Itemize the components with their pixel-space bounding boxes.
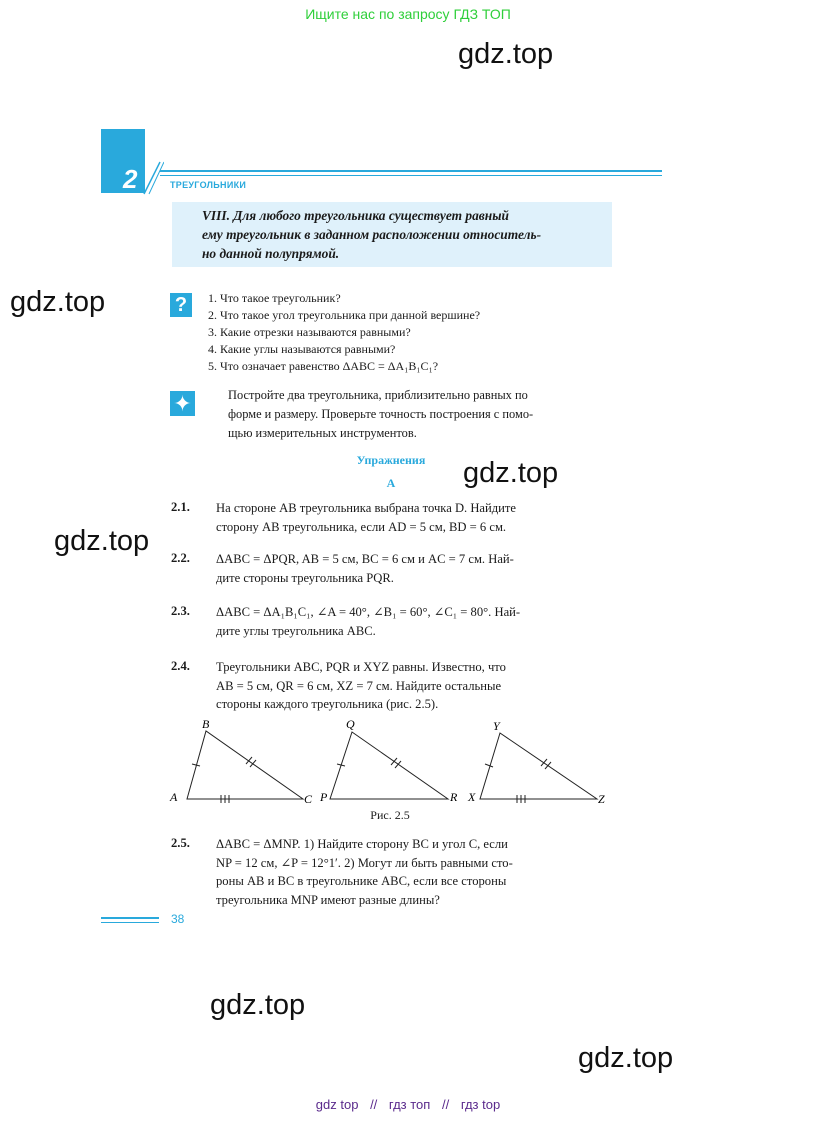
questions-list (208, 290, 480, 375)
exercise-text (216, 603, 613, 640)
header-rule (160, 170, 662, 172)
exercise-number: 2.4. (171, 659, 190, 673)
exercises-heading: Упражнения (356, 453, 426, 467)
header-rule (160, 175, 662, 176)
footer-separator: // (441, 1097, 450, 1112)
exercise-line: Треугольники ABC, PQR и XYZ равны. Известно, что (216, 660, 506, 674)
question-item: 1. Что такое треугольник? (208, 291, 341, 305)
question-item: 3. Какие отрезки называются равными? (208, 325, 411, 339)
exercise-number: 2.1. (171, 500, 190, 514)
watermark: gdz.top (458, 38, 554, 70)
practice-task (228, 386, 613, 443)
exercise-line: стороны каждого треугольника (рис. 2.5). (216, 697, 439, 711)
exercise-line: ΔABC = ΔPQR, AB = 5 см, BC = 6 см и AC = 7 см. Най- (216, 552, 514, 566)
exercise-line: дите стороны треугольника PQR. (216, 570, 394, 585)
footer-separator: // (370, 1097, 378, 1112)
question-item: 4. Какие углы называются равными? (208, 342, 396, 356)
vertex-label: R (450, 790, 458, 804)
vertex-label: C (304, 792, 313, 806)
exercise-text (216, 835, 613, 909)
triangle-xyz (467, 719, 605, 806)
vertex-label: X (468, 790, 476, 804)
exercise-text (216, 550, 613, 587)
theorem-line: VIII. Для любого треугольника существует равный (202, 208, 509, 223)
vertex-label: Y (493, 719, 500, 733)
triangle-pqr (319, 717, 458, 804)
footer-rule (101, 922, 159, 923)
exercise-line: ΔABC = ΔA₁B₁C₁, ∠A = 40°, ∠B₁ = 60°, ∠C₁ = 80°. Най- (216, 605, 521, 619)
practice-line: Постройте два треугольника, приблизительно равных по (228, 388, 528, 402)
figure-triangles (165, 712, 625, 808)
watermark: gdz.top (578, 1042, 674, 1074)
question-icon: ? (170, 293, 192, 317)
exercise-text (216, 658, 613, 714)
exercise-number: 2.2. (171, 551, 190, 565)
watermark: gdz.top (210, 989, 306, 1021)
exercise-line: NP = 12 см, ∠P = 12°1′. 2) Могут ли быть равными сто- (216, 855, 513, 870)
theorem-text (202, 206, 610, 263)
exercise-line: На стороне AB треугольника выбрана точка D. Найдите (216, 501, 516, 515)
exercise-number: 2.3. (171, 604, 190, 618)
exercise-line: ΔABC = ΔMNP. 1) Найдите сторону BC и угол C, если (216, 837, 508, 851)
chapter-title: ТРЕУГОЛЬНИКИ (170, 180, 247, 190)
exercise-line: треугольника MNP имеют разные длины? (216, 892, 440, 907)
sparkle-icon: ✦ (170, 391, 195, 416)
footer-link[interactable]: гдз top (460, 1097, 501, 1112)
practice-line: щью измерительных инструментов. (228, 426, 417, 440)
footer-link[interactable]: гдз топ (388, 1097, 431, 1112)
exercise-line: роны AB и BC в треугольнике ABC, если все стороны (216, 874, 507, 888)
footer-link[interactable]: gdz top (315, 1097, 359, 1112)
triangle-abc (169, 717, 313, 806)
vertex-label: B (202, 717, 210, 731)
chapter-slash-decoration (140, 160, 164, 196)
theorem-line: но данной полупрямой. (202, 246, 340, 261)
vertex-label: P (320, 790, 328, 804)
page-number: 38 (171, 912, 185, 926)
exercises-level: A (386, 476, 396, 490)
search-hint[interactable]: Ищите нас по запросу ГДЗ ТОП (305, 6, 511, 22)
footer-rule (101, 917, 159, 919)
chapter-number: 2 (123, 164, 138, 194)
watermark: gdz.top (463, 457, 559, 489)
vertex-label: Q (346, 717, 355, 731)
exercise-line: дите углы треугольника ABC. (216, 623, 376, 638)
figure-caption: Рис. 2.5 (370, 808, 410, 822)
vertex-label: A (170, 790, 178, 804)
exercise-line: сторону AB треугольника, если AD = 5 см, BD = 6 см. (216, 519, 507, 534)
practice-line: форме и размеру. Проверьте точность построения с помо- (228, 407, 534, 421)
question-item: 2. Что такое угол треугольника при данной вершине? (208, 308, 481, 322)
exercise-text (216, 499, 613, 536)
watermark: gdz.top (54, 525, 150, 557)
exercise-number: 2.5. (171, 836, 190, 850)
theorem-line: ему треугольник в заданном расположении относитель- (202, 227, 542, 242)
footer-links (0, 1097, 816, 1112)
question-item: 5. Что означает равенство ΔABC = ΔA₁B₁C₁? (208, 359, 439, 373)
exercise-line: AB = 5 см, QR = 6 см, XZ = 7 см. Найдите остальные (216, 678, 502, 693)
watermark: gdz.top (10, 286, 106, 318)
vertex-label: Z (598, 792, 605, 806)
